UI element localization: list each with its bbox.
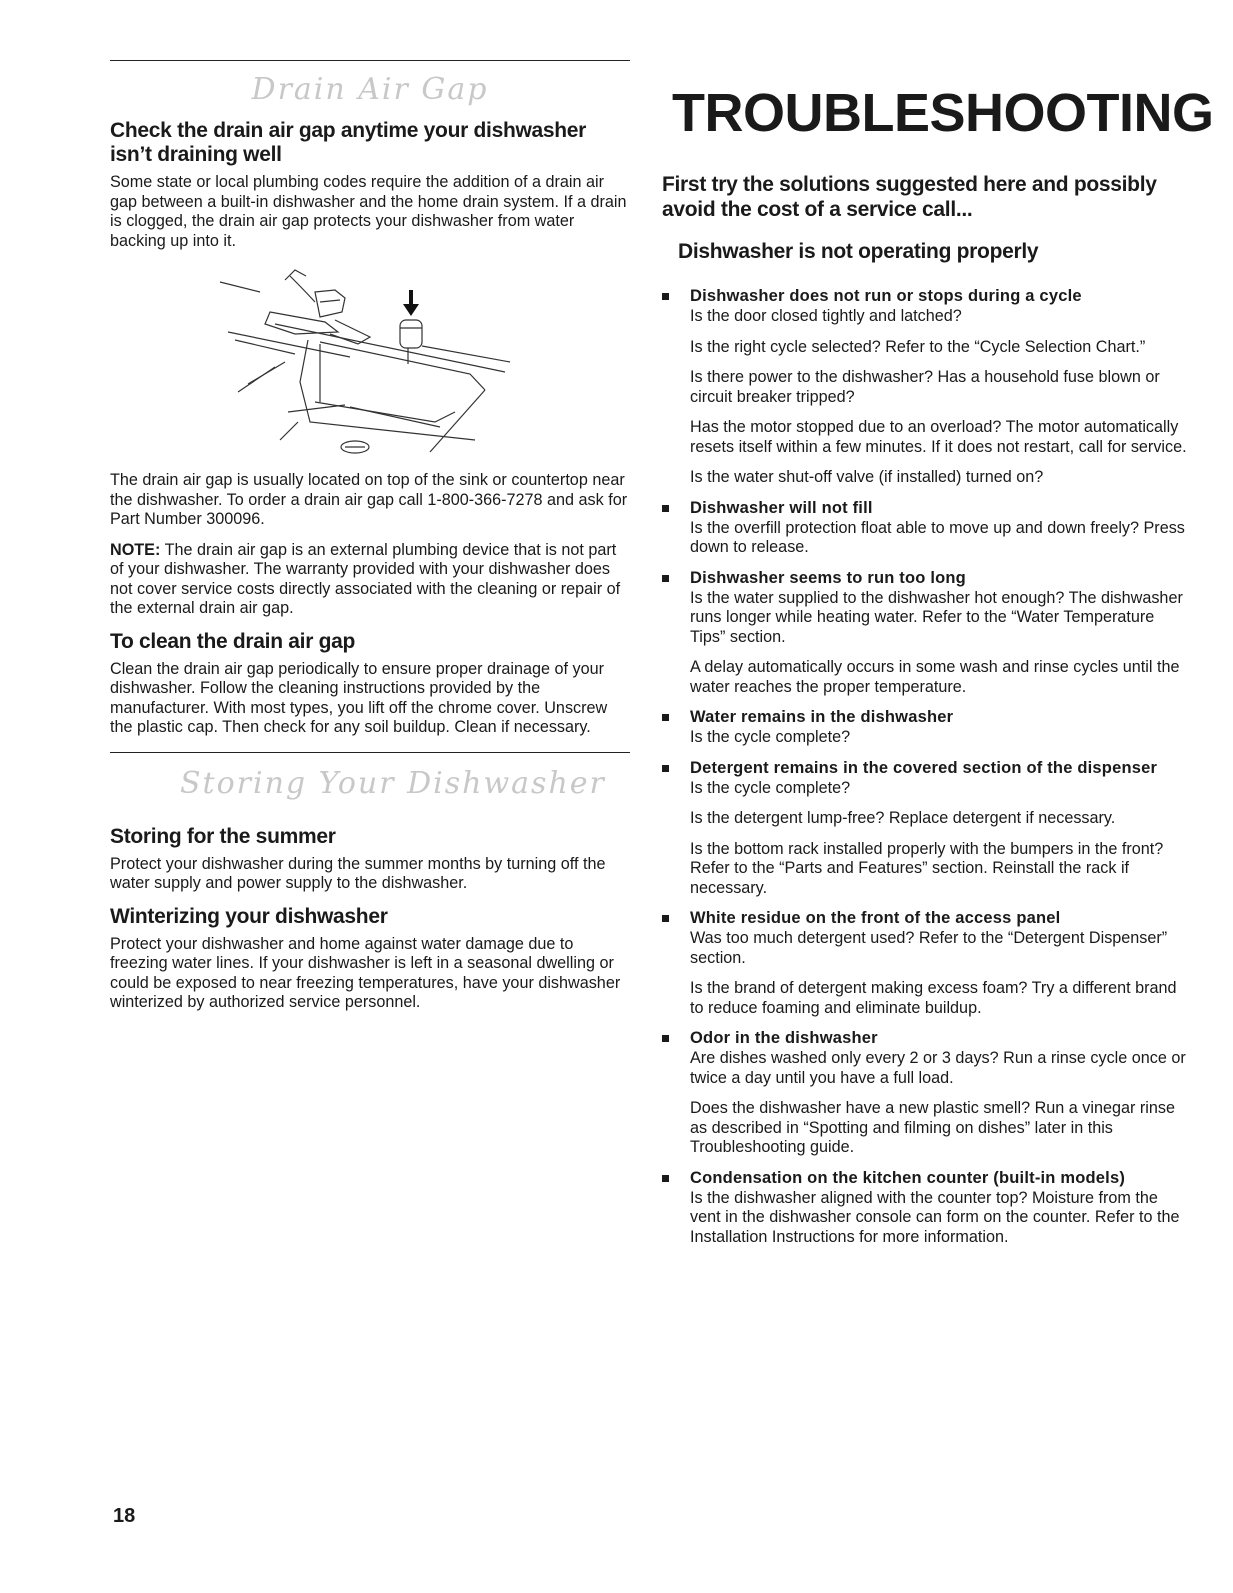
item-answer: A delay automatically occurs in some wash and rinse cycles until the water reaches the proper temperature. xyxy=(690,658,1180,696)
item-answer: Is the bottom rack installed properly with the bumpers in the front? Refer to the “Parts and Features” section. Reinstall the rack if necessary. xyxy=(690,839,1164,897)
drain-location-text: The drain air gap is usually located on top of the sink or countertop near the dishwasher. To order a drain air gap call 1-800-366-7278 and ask for Part Number 300096. xyxy=(110,471,628,528)
list-item xyxy=(662,1028,1187,1158)
troubleshooting-list xyxy=(662,286,1187,1247)
item-answer: Was too much detergent used? Refer to the “Detergent Dispenser” section. xyxy=(690,929,1168,967)
note-label: NOTE: xyxy=(110,540,161,559)
section-heading: Dishwasher is not operating properly xyxy=(678,240,1039,263)
item-answer: Is the brand of detergent making excess foam? Try a different brand to reduce foaming and eliminate buildup. xyxy=(690,979,1177,1017)
clean-heading: To clean the drain air gap xyxy=(110,629,356,653)
item-answer: Is the door closed tightly and latched? xyxy=(690,307,962,325)
bullet-icon xyxy=(662,1035,669,1042)
item-answer: Does the dishwasher have a new plastic smell? Run a vinegar rinse as described in “Spotting and filming on dishes” later in this Troubleshooting guide. xyxy=(690,1099,1175,1156)
bullet-icon xyxy=(662,575,669,582)
item-title: Condensation on the kitchen counter (built-in models) xyxy=(690,1168,1126,1187)
bullet-icon xyxy=(662,714,669,721)
bullet-icon xyxy=(662,1175,669,1182)
note-text: The drain air gap is an external plumbing device that is not part of your dishwasher. The warranty provided with your dishwasher does not cover service costs directly associated with the cleaning or repair of the external drain air gap. xyxy=(110,540,621,617)
bullet-icon xyxy=(662,505,669,512)
drain-air-gap-illustration xyxy=(110,262,630,467)
summer-text: Protect your dishwasher during the summer months by turning off the water supply and power supply to the dishwasher. xyxy=(110,854,606,892)
bullet-icon xyxy=(662,765,669,772)
item-title: Dishwasher will not fill xyxy=(690,498,873,517)
item-answer: Is there power to the dishwasher? Has a household fuse blown or circuit breaker tripped? xyxy=(690,368,1160,406)
page-number: 18 xyxy=(113,1505,136,1527)
summer-heading: Storing for the summer xyxy=(110,824,336,848)
left-column xyxy=(110,60,630,1024)
item-title: White residue on the front of the access panel xyxy=(690,909,1061,927)
item-answer: Are dishes washed only every 2 or 3 days? Run a rinse cycle once or twice a day until you have a full load. xyxy=(690,1049,1186,1087)
list-item xyxy=(662,707,1187,748)
winter-heading: Winterizing your dishwasher xyxy=(110,904,388,928)
drain-air-gap-faded-title: Drain Air Gap xyxy=(251,72,489,107)
item-answer: Is the dishwasher aligned with the counter top? Moisture from the vent in the dishwasher console can form on the counter. Refer to the Installation Instructions for more information. xyxy=(690,1188,1180,1246)
list-item xyxy=(662,908,1187,1018)
item-title: Dishwasher does not run or stops during a cycle xyxy=(690,287,1082,305)
sink-faucet-icon xyxy=(110,262,630,467)
bullet-icon xyxy=(662,293,669,300)
list-item xyxy=(662,286,1187,488)
item-title: Dishwasher seems to run too long xyxy=(690,568,966,587)
item-answer: Is the cycle complete? xyxy=(690,728,851,746)
item-answer: Is the right cycle selected? Refer to the “Cycle Selection Chart.” xyxy=(690,337,1146,356)
list-item xyxy=(662,1168,1187,1248)
list-item xyxy=(662,758,1187,899)
lead-text: First try the solutions suggested here and possibly avoid the cost of a service call... xyxy=(662,173,1157,221)
right-column xyxy=(662,78,1214,1257)
clean-text: Clean the drain air gap periodically to ensure proper drainage of your dishwasher. Follow the cleaning instructions provided by the manufacturer. With most types, you lift off the chrome cover. Unscrew the plastic cap. Then check for any soil buildup. Clean if necessary. xyxy=(110,659,608,736)
list-item xyxy=(662,568,1187,698)
drain-intro: Some state or local plumbing codes require the addition of a drain air gap between a built-in dishwasher and the home drain system. If a drain is clogged, the drain air gap protects your dishwasher from water backing up into it. xyxy=(110,173,627,250)
item-title: Odor in the dishwasher xyxy=(690,1029,878,1047)
item-answer: Has the motor stopped due to an overload? The motor automatically resets itself within a few minutes. If it does not restart, call for service. xyxy=(690,418,1187,456)
page-title: TROUBLESHOOTING xyxy=(672,83,1214,143)
item-answer: Is the detergent lump-free? Replace detergent if necessary. xyxy=(690,809,1116,827)
item-title: Water remains in the dishwasher xyxy=(690,708,954,726)
list-item xyxy=(662,498,1187,558)
bullet-icon xyxy=(662,915,669,922)
item-answer: Is the cycle complete? xyxy=(690,778,851,797)
drain-heading: Check the drain air gap anytime your dishwasher isn’t draining well xyxy=(110,119,587,166)
storing-faded-title: Storing Your Dishwasher xyxy=(180,765,606,801)
item-answer: Is the overfill protection float able to move up and down freely? Press down to release. xyxy=(690,518,1185,556)
item-answer: Is the water supplied to the dishwasher hot enough? The dishwasher runs longer while heating water. Refer to the “Water Temperature Tips” section. xyxy=(690,588,1183,646)
note-paragraph xyxy=(110,541,630,619)
item-answer: Is the water shut-off valve (if installed) turned on? xyxy=(690,468,1044,486)
item-title: Detergent remains in the covered section of the dispenser xyxy=(690,758,1158,777)
winter-text: Protect your dishwasher and home against water damage due to freezing water lines. If your dishwasher is left in a seasonal dwelling or could be exposed to near freezing temperatures, have your dishwasher winterized by authorized service personnel. xyxy=(110,934,621,1011)
